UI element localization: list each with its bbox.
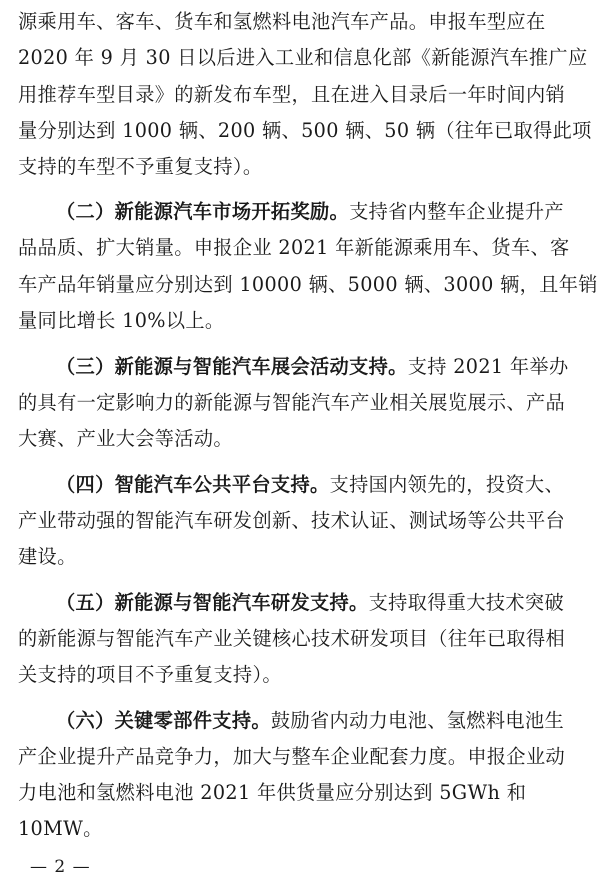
paragraph-line: 的具有一定影响力的新能源与智能汽车产业相关展览展示、产品: [18, 391, 566, 414]
section-heading: （六）关键零部件支持。: [56, 709, 271, 732]
paragraph-line: 关支持的项目不予重复支持）。: [18, 663, 282, 686]
paragraph-line: 量同比增长 10%以上。: [18, 309, 225, 332]
paragraph-line: 支持的车型不予重复支持）。: [18, 155, 263, 178]
section-heading: （三）新能源与智能汽车展会活动支持。: [56, 355, 408, 378]
paragraph-line: 用推荐车型目录》的新发布车型，且在进入目录后一年时间内销: [18, 83, 566, 106]
section-heading-line: [56, 355, 584, 381]
paragraph-line: 10MW。: [18, 817, 103, 840]
section-heading-line: [56, 200, 584, 226]
section-heading-rest: 支持省内整车企业提升产: [349, 200, 564, 223]
section-heading: （二）新能源汽车市场开拓奖励。: [56, 200, 350, 223]
section-heading-line: [56, 473, 584, 499]
paragraph-line: 车产品年销量应分别达到 10000 辆、5000 辆、3000 辆，且年销: [18, 273, 598, 296]
section-heading: （五）新能源与智能汽车研发支持。: [56, 591, 369, 614]
section-heading-line: [56, 709, 584, 735]
section-heading-rest: 支持取得重大技术突破: [368, 591, 564, 614]
section-heading-line: [56, 591, 584, 617]
paragraph-line: 的新能源与智能汽车产业关键核心技术研发项目（往年已取得相: [18, 627, 566, 650]
section-heading-rest: 支持国内领先的，投资大、: [329, 473, 564, 496]
section-heading-rest: 支持 2021 年举办: [407, 355, 569, 378]
paragraph-line: 建设。: [18, 545, 77, 568]
paragraph-line: 品品质、扩大销量。申报企业 2021 年新能源乘用车、货车、客: [18, 236, 570, 259]
paragraph-line: 2020 年 9 月 30 日以后进入工业和信息化部《新能源汽车推广应: [18, 46, 588, 69]
page-number: — 2 —: [30, 857, 91, 877]
paragraph-line: 源乘用车、客车、货车和氢燃料电池汽车产品。申报车型应在: [18, 10, 546, 33]
paragraph-line: 力电池和氢燃料电池 2021 年供货量应分别达到 5GWh 和: [18, 781, 527, 804]
paragraph-line: 大赛、产业大会等活动。: [18, 427, 233, 450]
section-heading: （四）智能汽车公共平台支持。: [56, 473, 330, 496]
section-heading-rest: 鼓励省内动力电池、氢燃料电池生: [270, 709, 564, 732]
paragraph-line: 量分别达到 1000 辆、200 辆、500 辆、50 辆（往年已取得此项: [18, 119, 592, 142]
paragraph-line: 产业带动强的智能汽车研发创新、技术认证、测试场等公共平台: [18, 509, 566, 532]
paragraph-line: 产企业提升产品竞争力，加大与整车企业配套力度。申报企业动: [18, 745, 566, 768]
